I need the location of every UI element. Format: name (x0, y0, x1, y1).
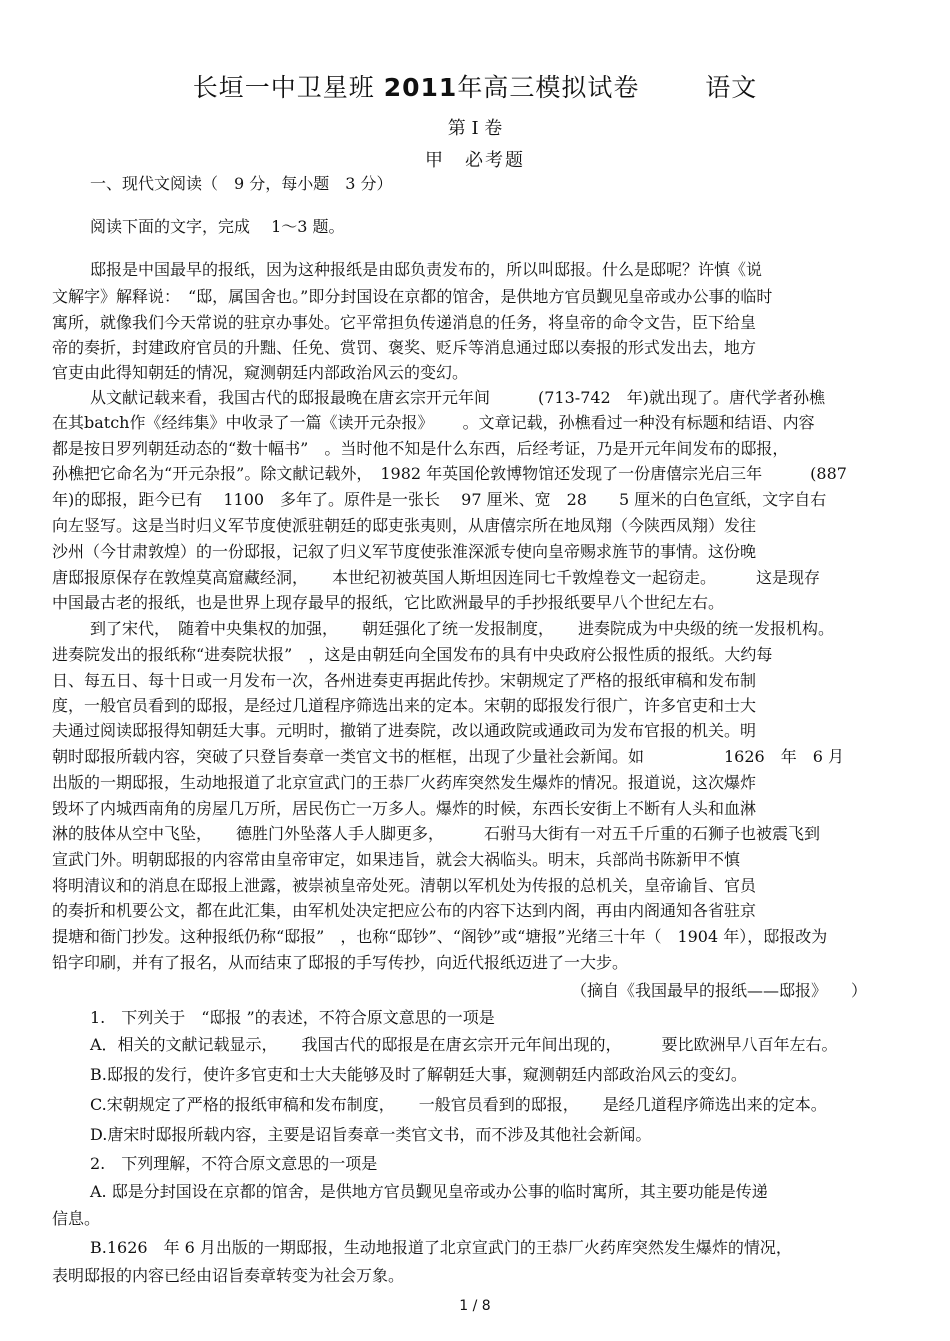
citation: （摘自《我国最早的报纸——邸报》 ） (570, 981, 867, 1000)
passage-line: 在其batch作《经纬集》中收录了一篇《读开元杂报》 。文章记载，孙樵看过一种没有标题和结语、内容 (52, 413, 815, 432)
passage-line: 将明清议和的消息在邸报上泄露，被崇祯皇帝处死。清朝以军机处为传报的总机关，皇帝谕旨、官员 (52, 876, 757, 895)
passage-line: 都是按日罗列朝廷动态的“数十幅书” 。当时他不知是什么东西，后经考证，乃是开元年间发布的邸报， (52, 439, 789, 458)
page-number: 1 / 8 (459, 1298, 491, 1314)
passage-line: 文解字》解释说： “邸，属国舍也。”即分封国设在京都的馆舍，是供地方官员觐见皇帝或办公事的临时 (52, 287, 773, 306)
title-year: 2011 (383, 73, 458, 102)
passage-line: 到了宋代， 随着中央集权的加强， 朝廷强化了统一发报制度， 进奏院成为中央级的统一发报机构。 (90, 619, 835, 638)
section-heading: 一、现代文阅读（ 9 分，每小题 3 分） (90, 174, 393, 193)
volume-label: 第 I 卷 (447, 118, 503, 139)
question-option: A．相关的文献记载显示， 我国古代的邸报是在唐玄宗开元年间出现的， 要比欧洲早八百年左右。 (90, 1035, 838, 1054)
passage-line: 夫通过阅读邸报得知朝廷大事。元明时，撤销了进奏院，改以通政院或通政司为发布官报的机关。明 (52, 721, 757, 740)
passage-line: 唐邸报原保存在敦煌莫高窟藏经洞， 本世纪初被英国人斯坦因连同七千敦煌卷文一起窃走。 这是现存 (52, 568, 821, 587)
passage-line: 出版的一期邸报，生动地报道了北京宣武门的王恭厂火药库突然发生爆炸的情况。报道说，这次爆炸 (52, 773, 757, 792)
question-option: D.唐宋时邸报所载内容，主要是诏旨奏章一类官文书，而不涉及其他社会新闻。 (90, 1125, 652, 1144)
passage-line: 邸报是中国最早的报纸，因为这种报纸是由邸负责发布的，所以叫邸报。什么是邸呢？许慎《说 (90, 260, 763, 279)
passage-line: 的奏折和机要公文，都在此汇集，由军机处决定把应公布的内容下达到内阁，再由内阁通知各省驻京 (52, 901, 757, 920)
question-option: C.宋朝规定了严格的报纸审稿和发布制度， 一般官员看到的邸报， 是经几道程序筛选出来的定本。 (90, 1095, 827, 1114)
question-option: B.邸报的发行，使许多官吏和士大夫能够及时了解朝廷大事，窥测朝廷内部政治风云的变幻。 (90, 1065, 747, 1084)
passage-line: 从文献记载来看，我国古代的邸报最晚在唐玄宗开元年间 (713-742 年)就出现了。唐代学者孙樵 (90, 388, 825, 407)
passage-line: 沙州（今甘肃敦煌）的一份邸报，记叙了归义军节度使张淮深派专使向皇帝赐求旌节的事情。这份晚 (52, 542, 757, 561)
page-title (0, 68, 950, 104)
question-option: B.1626 年 6 月出版的一期邸报，生动地报道了北京宣武门的王恭厂火药库突然发生爆炸的情况， (90, 1238, 792, 1257)
title-suffix: 年高三模拟试卷 (457, 73, 640, 102)
passage-line: 度，一般官员看到的邸报，是经过几道程序筛选出来的定本。宋朝的邸报发行很广，许多官吏和士大 (52, 696, 757, 715)
instruction: 阅读下面的文字，完成 1～3 题。 (90, 217, 345, 236)
question-option: 表明邸报的内容已经由诏旨奏章转变为社会万象。 (52, 1266, 405, 1285)
part-label: 甲 必考题 (425, 150, 525, 171)
passage-line: 孙樵把它命名为“开元杂报”。除文献记载外， 1982 年英国伦敦博物馆还发现了一份唐僖宗光启三年 (887 (52, 464, 847, 483)
title-subject: 语文 (705, 73, 758, 102)
passage-line: 官吏由此得知朝廷的情况，窥测朝廷内部政治风云的变幻。 (52, 363, 469, 382)
question-option: 信息。 (52, 1209, 101, 1228)
passage-line: 年)的邸报，距今已有 1100 多年了。原件是一张长 97 厘米、宽 28 5 厘米的白色宣纸，文字自右 (52, 490, 827, 509)
passage-line: 帝的奏折，封建政府官员的升黜、任免、赏罚、褒奖、贬斥等消息通过邸以奏报的形式发出去，地方 (52, 338, 757, 357)
passage-line: 进奏院发出的报纸称“进奏院状报” ，这是由朝廷向全国发布的具有中央政府公报性质的报纸。大约每 (52, 645, 773, 664)
passage-line: 毁坏了内城西南角的房屋几万所，居民伤亡一万多人。爆炸的时候，东西长安街上不断有人头和血淋 (52, 799, 757, 818)
passage-line: 向左竖写。这是当时归义军节度使派驻朝廷的邸吏张夷则，从唐僖宗所在地凤翔（今陕西凤翔）发往 (52, 516, 757, 535)
passage-line: 朝时邸报所载内容，突破了只登旨奏章一类官文书的框框，出现了少量社会新闻。如 1626 年 6 月 (52, 747, 844, 766)
passage-line: 中国最古老的报纸，也是世界上现存最早的报纸，它比欧洲最早的手抄报纸要早八个世纪左右。 (52, 593, 725, 612)
question-stem: 1. 下列关于 “邸报 ”的表述，不符合原文意思的一项是 (90, 1008, 495, 1027)
question-stem: 2. 下列理解，不符合原文意思的一项是 (90, 1154, 378, 1173)
passage-line: 铅字印刷，并有了报名，从而结束了邸报的手写传抄，向近代报纸迈进了一大步。 (52, 953, 629, 972)
passage-line: 日、每五日、每十日或一月发布一次，各州进奏吏再据此传抄。宋朝规定了严格的报纸审稿和发布制 (52, 671, 757, 690)
title-prefix: 长垣一中卫星班 (192, 73, 375, 102)
passage-line: 提塘和衙门抄发。这种报纸仍称“邸报” ，也称“邸钞”、“阁钞”或“塘报”光绪三十年（ 1904 年），邸报改为 (52, 927, 828, 946)
passage-line: 淋的肢体从空中飞坠， 德胜门外坠落人手人脚更多， 石驸马大街有一对五千斤重的石狮子也被震飞到 (52, 824, 821, 843)
question-option: A. 邸是分封国设在京都的馆舍，是供地方官员觐见皇帝或办公事的临时寓所，其主要功能是传递 (90, 1182, 768, 1201)
passage-line: 寓所，就像我们今天常说的驻京办事处。它平常担负传递消息的任务，将皇帝的命令文告，臣下给皇 (52, 313, 757, 332)
passage-line: 宣武门外。明朝邸报的内容常由皇帝审定，如果违旨，就会大祸临头。明末，兵部尚书陈新甲不慎 (52, 850, 741, 869)
